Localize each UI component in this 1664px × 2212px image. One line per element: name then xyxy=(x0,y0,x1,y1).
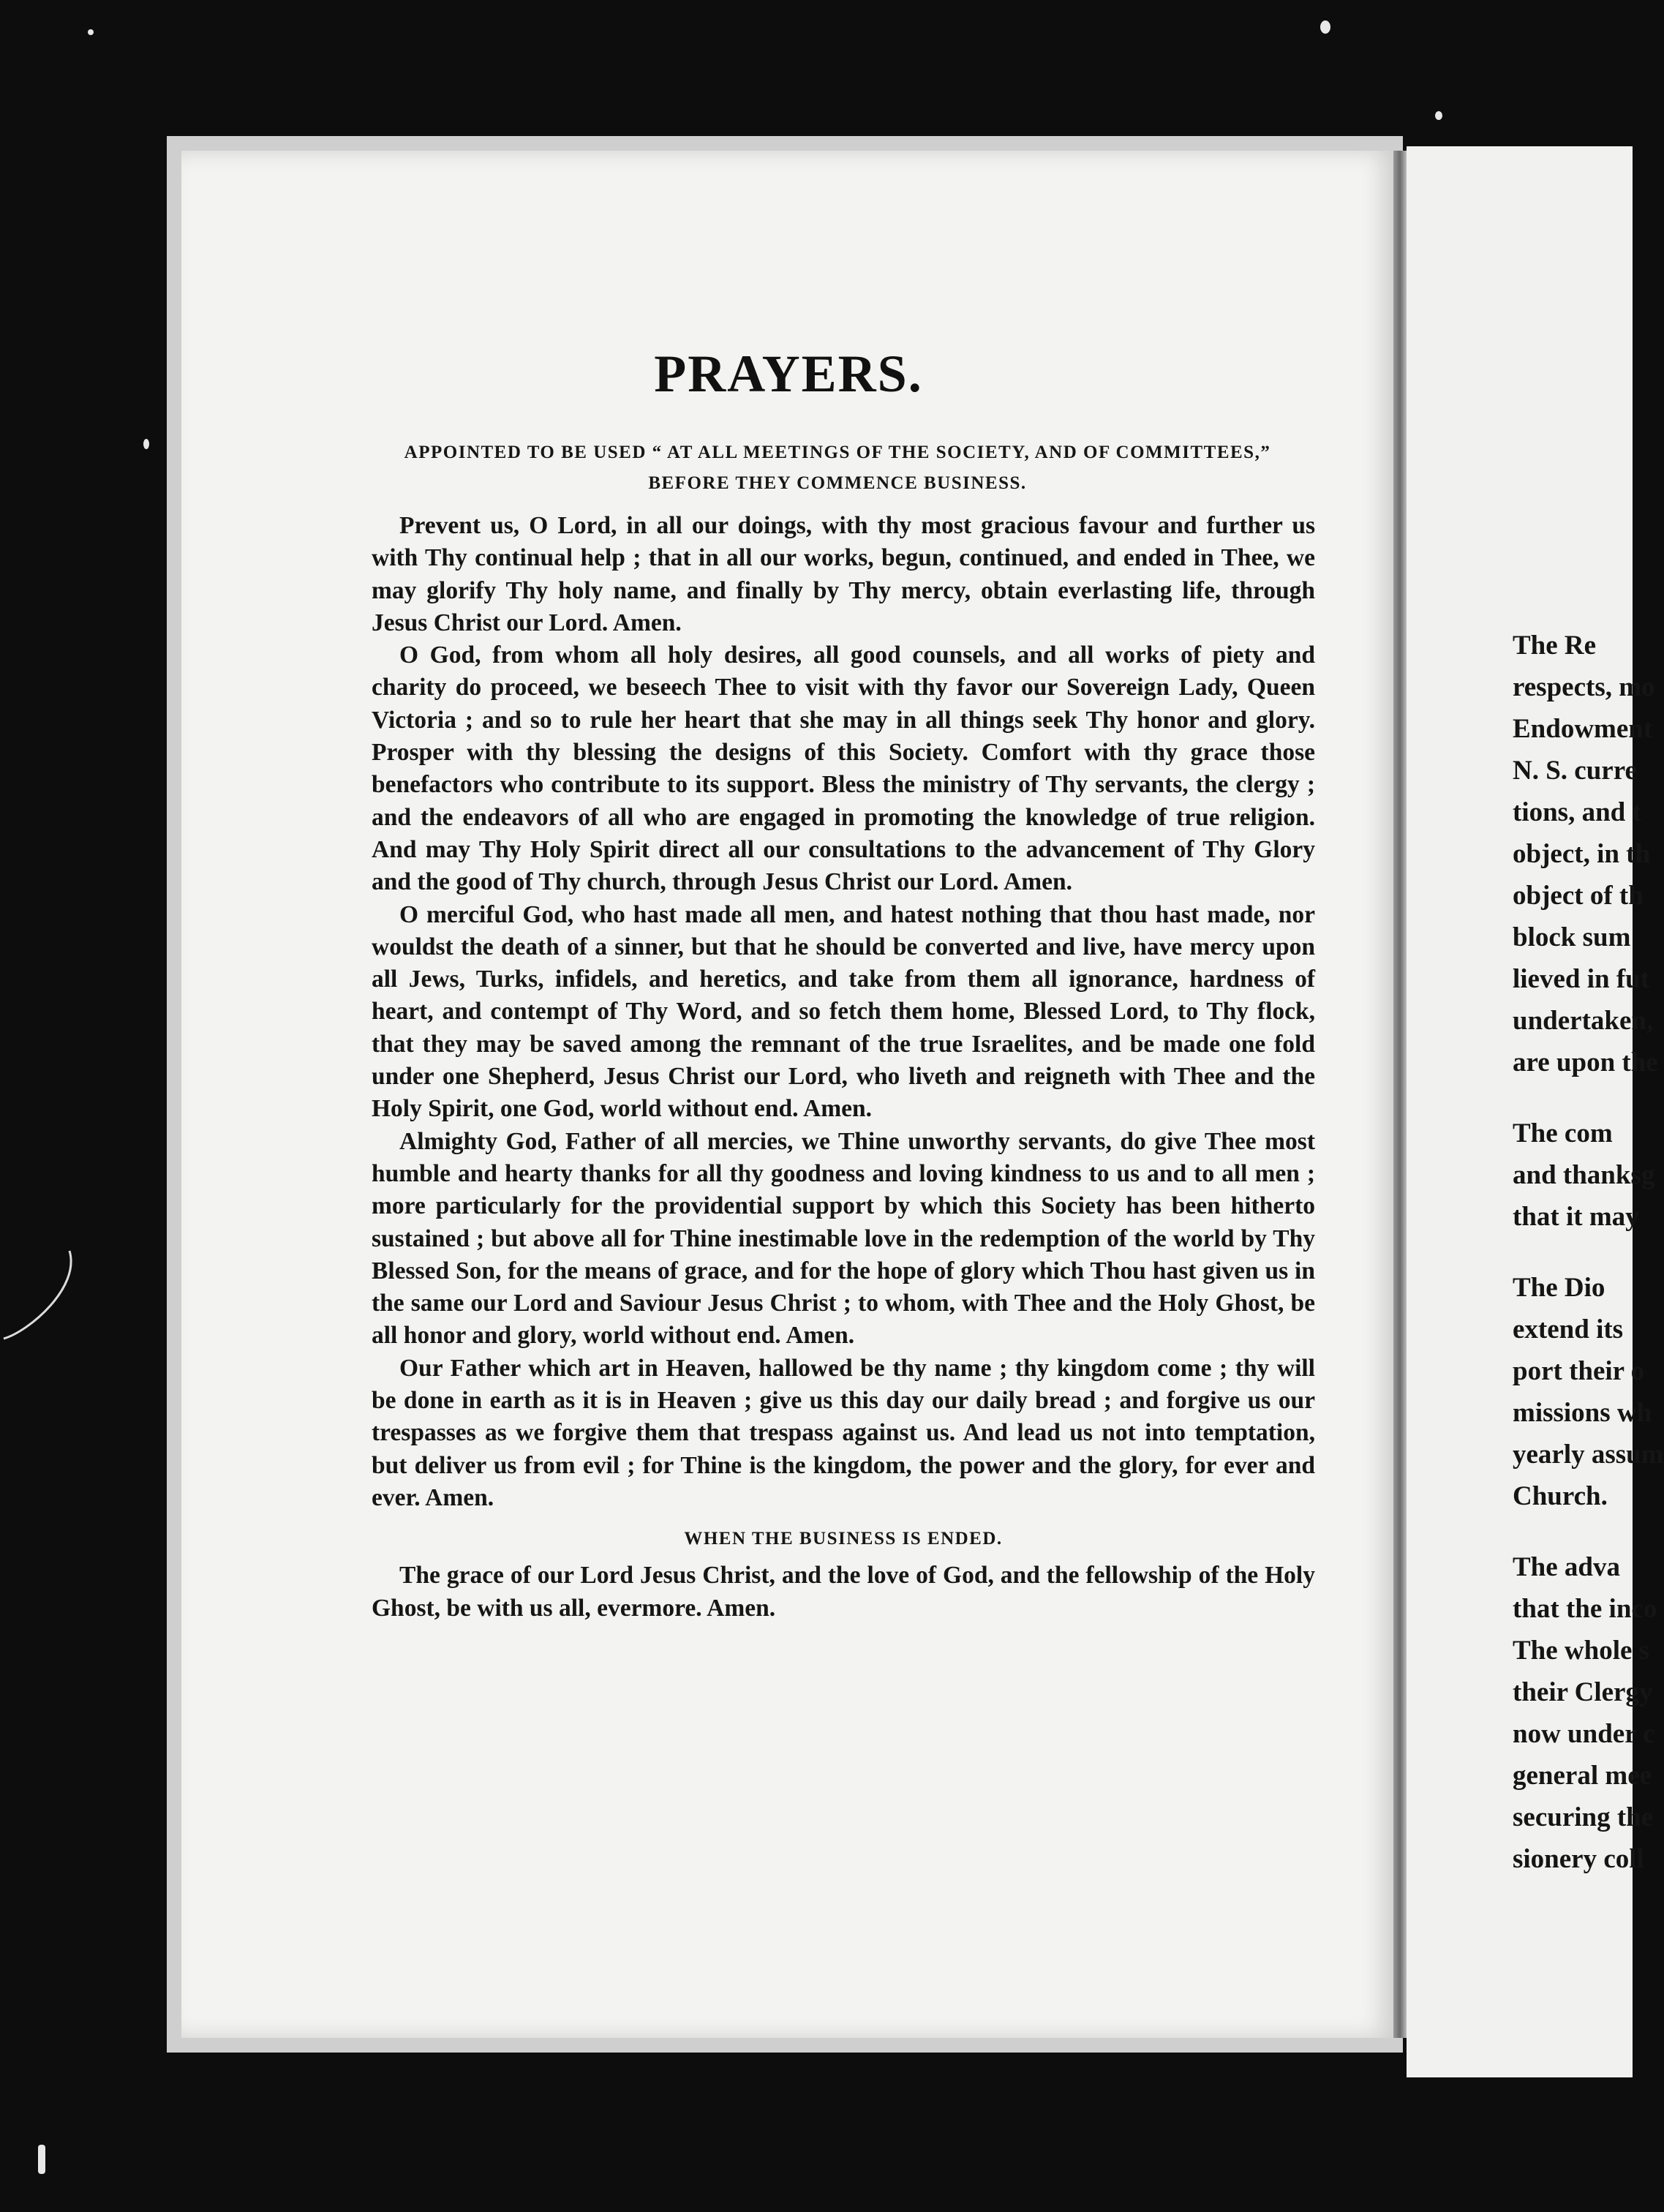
right-page-line: are upon the xyxy=(1513,1047,1658,1077)
right-page-line: sionery coll xyxy=(1513,1844,1644,1874)
right-page-line: undertaken, xyxy=(1513,1006,1654,1036)
right-page-line: object, in th xyxy=(1513,839,1651,869)
right-page-line: The com xyxy=(1513,1118,1613,1148)
right-page-line: now under c xyxy=(1513,1719,1655,1749)
right-page-line xyxy=(1513,1517,1659,1546)
right-page-line: tions, and t xyxy=(1513,797,1641,827)
right-page-line: The whole s xyxy=(1513,1636,1650,1666)
right-page-line: extend its xyxy=(1513,1314,1624,1344)
right-page-line: The Dio xyxy=(1513,1273,1605,1303)
right-page-line: general mee xyxy=(1513,1761,1652,1791)
right-page-line: object of th xyxy=(1513,881,1644,911)
right-page-line: securing the xyxy=(1513,1802,1654,1832)
prayer-paragraph: Prevent us, O Lord, in all our doings, with thy most gracious favour and further us with Thy continual help ; that in all our works, begun, continued, and ended in Thee, we may glorify Thy holy name, and finally by Thy mercy, obtain everlasting life, through Jesus Christ our Lord. Amen. xyxy=(372,512,1315,636)
right-page-line: port their o xyxy=(1513,1356,1645,1386)
right-page-line xyxy=(1513,1238,1659,1267)
right-page-line: Endowment xyxy=(1513,714,1653,744)
book-gutter xyxy=(1393,151,1407,2038)
page-title: PRAYERS. xyxy=(654,345,923,403)
prayer-paragraph: O merciful God, who hast made all men, and hatest nothing that thou hast made, nor wouldst the death of a sinner, but that he should be converted and live, have mercy upon all Jews, Turks, infidels, and heretics, and take from them all ignorance, hardness of heart, and contempt of Thy Word, and so fetch them home, Blessed Lord, to Thy flock, that they may be saved among the remnant of the true Israelites, and be made one fold under one Shepherd, Jesus Christ our Lord, who liveth and reigneth with Thee and the Holy Spirit, one God, world without end. Amen. xyxy=(372,900,1315,1123)
right-page-line: their Clergy xyxy=(1513,1677,1653,1707)
right-page-line xyxy=(1513,1083,1659,1113)
right-page-line: and thanksg xyxy=(1513,1160,1655,1190)
dust-speck xyxy=(143,439,149,449)
closing-heading: WHEN THE BUSINESS IS ENDED. xyxy=(684,1529,1003,1549)
right-page-line: that the inco xyxy=(1513,1594,1657,1624)
right-page-line: N. S. curre xyxy=(1513,756,1637,786)
closing-paragraph: The grace of our Lord Jesus Christ, and the love of God, and the fellowship of the Holy Ghost, be with us all, evermore. Amen. xyxy=(372,1562,1315,1622)
right-page-line: The adva xyxy=(1513,1552,1621,1582)
dust-speck xyxy=(88,29,94,35)
prayer-text xyxy=(372,510,1315,1625)
right-page-line: respects, mo xyxy=(1513,672,1655,702)
right-page-line: block sum xyxy=(1513,922,1631,952)
right-page-line: The Re xyxy=(1513,631,1597,661)
prayer-paragraph: O God, from whom all holy desires, all good counsels, and all works of piety and charity do proceed, we beseech Thee to visit with thy favor our Sovereign Lady, Queen Victoria ; and so to rule her heart that she may in all things seek Thy honor and glory. Prosper with thy blessing the designs of this Society. Comfort with thy grace those benefactors who contribute to its support. Bless the ministry of Thy servants, the clergy ; and the endeavors of all who are engaged in promoting the knowledge of true religion. And may Thy Holy Spirit direct all our consultations to the advancement of Thy Glory and the good of Thy church, through Jesus Christ our Lord. Amen. xyxy=(372,642,1315,896)
right-page-text xyxy=(1513,625,1664,1880)
dust-speck xyxy=(1320,20,1330,34)
right-page-line: yearly assum xyxy=(1513,1440,1664,1470)
right-page-line: lieved in fut xyxy=(1513,964,1650,994)
prayer-paragraph: Almighty God, Father of all mercies, we Thine unworthy servants, do give Thee most humble and hearty thanks for all thy goodness and loving kindness to us and to all men ; more particularly for the providential support by which this Society has been hitherto sustained ; but above all for Thine inestimable love in the redemption of the world by Thy Blessed Son, for the means of grace, and for the hope of glory which Thou hast given us in the same our Lord and Saviour Jesus Christ ; to whom, with Thee and the Holy Ghost, be all honor and glory, world without end. Amen. xyxy=(372,1127,1315,1350)
right-page-line: Church. xyxy=(1513,1481,1608,1511)
prayer-paragraph: Our Father which art in Heaven, hallowed be thy name ; thy kingdom come ; thy will be done in earth as it is in Heaven ; give us this day our daily bread ; and forgive us our trespasses as we forgive them that trespass against us. And lead us not into temptation, but deliver us from evil ; for Thine is the kingdom, the power and the glory, for ever and ever. Amen. xyxy=(372,1354,1315,1511)
hair-fiber xyxy=(0,1244,88,1361)
dust-speck xyxy=(1435,111,1442,120)
page-subtitle: APPOINTED TO BE USED “ AT ALL MEETINGS OF THE SOCIETY, AND OF COMMITTEES,” BEFORE THEY COMMENCE BUSINESS. xyxy=(404,443,1271,493)
right-page-line: missions wh xyxy=(1513,1398,1652,1428)
right-page-line: that it may xyxy=(1513,1202,1639,1232)
dust-speck xyxy=(38,2145,45,2174)
